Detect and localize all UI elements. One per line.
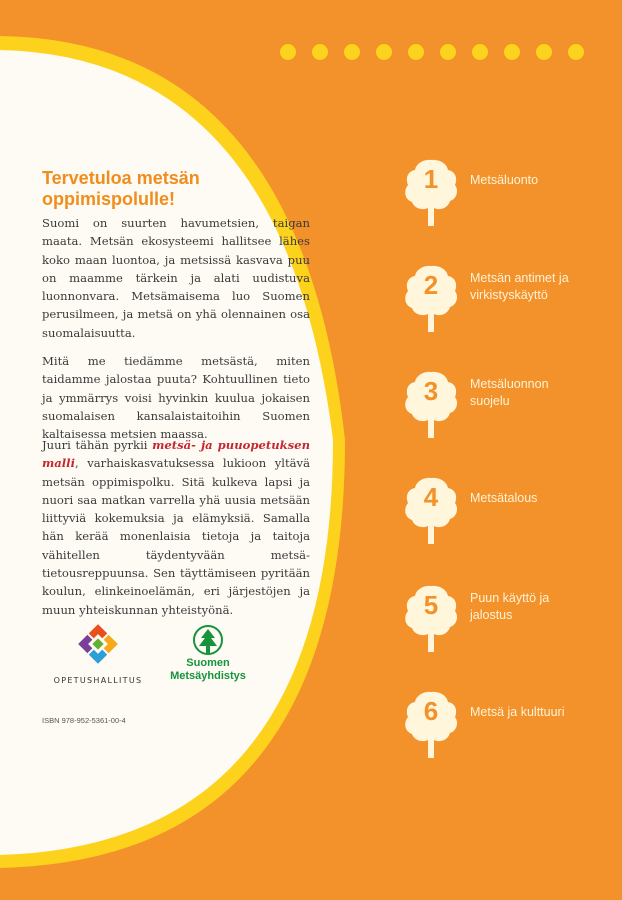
decorative-dots — [276, 42, 622, 62]
step-label-line1: Metsäluonto — [470, 173, 539, 187]
step-label-line1: Puun käyttö ja — [470, 591, 550, 605]
metsayhdistys-line1: Suomen — [186, 657, 230, 669]
opetushallitus-logo — [42, 622, 154, 685]
spruce-tree-icon — [193, 625, 223, 657]
step-label — [470, 270, 569, 304]
step-label-line2: jalostus — [470, 608, 513, 622]
step-label — [470, 376, 549, 410]
opetushallitus-label: OPETUSHALLITUS — [53, 676, 143, 685]
decorative-dot — [536, 44, 552, 60]
path-step-2 — [404, 264, 614, 334]
step-label — [470, 172, 538, 189]
decorative-dot — [344, 44, 360, 60]
path-step-4 — [404, 476, 614, 546]
decorative-dot — [568, 44, 584, 60]
opetushallitus-diamond-icon — [76, 622, 120, 666]
paragraph3-end: , varhaiskasvatuksessa lukioon yltävä metsän oppimispolku. Sitä kulkeva lapsi ja nuori saa matkan varrella yhä uusia metsään liittyviä kokemuksia ja elämyksiä. Samalla hän kerää monenlaisia tietoja ja taitoja vähitellen täydentyvään metsätietousreppuunsa. Sen täyttämiseen pyritään koulun, elinkeinoelämän, eri järjestöjen ja muun yhteiskunnan yhteistyönä. — [42, 456, 310, 617]
metsayhdistys-line2: Metsäyhdistys — [170, 670, 246, 682]
step-label-line2: virkistyskäyttö — [470, 288, 548, 302]
path-step-6 — [404, 690, 614, 760]
step-number: 3 — [423, 376, 439, 406]
paragraph3-emphasis: metsä- ja puuopetuksen malli — [42, 438, 310, 471]
decorative-dot — [312, 44, 328, 60]
decorative-dot — [440, 44, 456, 60]
heading-line2: oppimispolulle! — [42, 189, 175, 209]
path-step-1 — [404, 158, 614, 228]
step-label-line2: suojelu — [470, 394, 510, 408]
step-number: 5 — [423, 590, 439, 620]
intro-paragraph-3 — [42, 436, 310, 619]
metsayhdistys-logo — [160, 625, 256, 683]
step-number: 1 — [423, 164, 439, 194]
step-label — [470, 590, 549, 624]
step-label-line1: Metsän antimet ja — [470, 271, 569, 285]
intro-paragraph-2: Mitä me tiedämme metsästä, miten taidamme jalostaa puuta? Kohtuullinen tieto ja ymmärrys voisi hyvinkin kuulua jokaisen suomalaisen kansalaistaitoihin Suomen kaltaisessa metsien maassa. — [42, 354, 310, 442]
step-number: 6 — [423, 696, 439, 726]
step-number: 2 — [423, 270, 439, 300]
decorative-dot — [280, 44, 296, 60]
path-step-3 — [404, 370, 614, 440]
step-label-line1: Metsä ja kulttuuri — [470, 705, 565, 719]
decorative-dot — [504, 44, 520, 60]
intro-paragraph-1: Suomi on suurten havumetsien, taigan maata. Metsän ekosysteemi hallitsee lähes koko maan luontoa, ja metsissä kasvava puu on maamme tärkein ja alati uudistuva luonnonvara. Metsämaisema luo Suomen perusilmeen, ja metsä on yhä olennainen osa suomalaisuutta. — [42, 216, 310, 340]
decorative-dot — [376, 44, 392, 60]
step-label — [470, 704, 564, 721]
step-label — [470, 490, 537, 507]
step-number: 4 — [423, 482, 439, 512]
step-label-line1: Metsätalous — [470, 491, 538, 505]
intro-heading — [42, 168, 342, 210]
path-step-5 — [404, 584, 614, 654]
decorative-dot — [472, 44, 488, 60]
paragraph3-start: Juuri tähän pyrkii — [42, 438, 153, 452]
decorative-dot — [408, 44, 424, 60]
step-label-line1: Metsäluonnon — [470, 377, 549, 391]
heading-line1: Tervetuloa metsän — [42, 168, 200, 188]
isbn-text: ISBN 978-952-5361-00-4 — [42, 716, 126, 725]
